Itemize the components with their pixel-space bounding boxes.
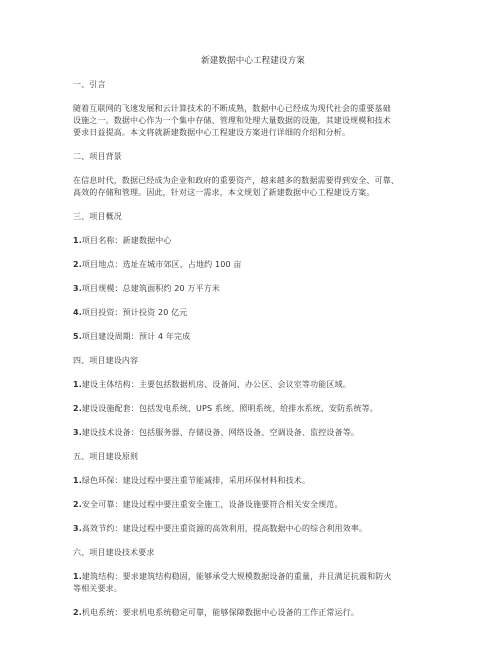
section-heading-content: 四、项目建设内容	[73, 356, 139, 365]
list-item	[73, 427, 433, 439]
list-item-number: 1.	[73, 476, 82, 485]
list-item-text: 高效节约：建设过程中要注重资源的高效利用，提高数据中心的综合利用效率。	[81, 524, 368, 533]
list-item	[73, 475, 433, 487]
list-item-number: 4.	[73, 308, 82, 317]
section-heading-overview: 三、项目概况	[73, 212, 122, 221]
list-item	[73, 307, 433, 319]
list-item-text: 项目名称：新建数据中心	[81, 236, 172, 245]
list-item	[73, 331, 433, 343]
section-heading-background: 二、项目背景	[73, 152, 122, 161]
document-title: 新建数据中心工程建设方案	[201, 56, 305, 66]
list-item-number: 2.	[73, 500, 82, 509]
list-item-number: 2.	[73, 404, 82, 413]
list-item-text: 绿色环保：建设过程中要注重节能减排，采用环保材料和技术。	[81, 476, 311, 485]
section-paragraph: 在信息时代，数据已经成为企业和政府的重要资产，越来越多的数据需要得到安全、可靠、 高效的存储和管理。因此，针对这一需求，本文规划了新建数据中心工程建设方案。	[73, 176, 399, 197]
list-item	[73, 283, 433, 295]
list-item	[73, 523, 433, 535]
list-item	[73, 235, 433, 247]
list-item	[73, 259, 433, 271]
list-item-number: 1.	[73, 572, 82, 581]
list-item-number: 3.	[73, 428, 82, 437]
list-item-text: 项目地点：选址在城市郊区，占地约 100 亩	[81, 260, 242, 269]
section-heading-tech-requirements: 六、项目建设技术要求	[73, 548, 155, 557]
list-item-text: 项目投资：预计投资 20 亿元	[81, 308, 188, 317]
list-item-text: 项目建设周期：预计 4 年完成	[81, 332, 191, 341]
list-item-text: 建设技术设备：包括服务器、存储设备、网络设备、空调设备、监控设备等。	[81, 428, 360, 437]
list-item-number: 2.	[73, 260, 82, 269]
list-item	[73, 571, 433, 595]
list-item	[73, 499, 433, 511]
list-item-text: 安全可靠：建设过程中要注重安全施工，设备设施要符合相关安全规范。	[81, 500, 343, 509]
list-item-number: 1.	[73, 236, 82, 245]
list-item-text: 建设设施配套：包括发电系统、UPS 系统、照明系统、给排水系统、安防系统等。	[81, 404, 378, 413]
list-item-text: 机电系统：要求机电系统稳定可靠，能够保障数据中心设备的工作正常运行。	[81, 608, 360, 617]
list-item	[73, 607, 433, 619]
list-item-number: 3.	[73, 284, 82, 293]
list-item-text: 项目规模：总建筑面积约 20 万平方米	[81, 284, 221, 293]
list-item-number: 3.	[73, 524, 82, 533]
list-item	[73, 379, 433, 391]
list-item-text: 建筑结构：要求建筑结构稳固，能够承受大规模数据设备的重量，并且满足抗震和防火 等相关要求。	[73, 572, 392, 593]
list-item-number: 5.	[73, 332, 82, 341]
list-item	[73, 403, 433, 415]
list-item-text: 建设主体结构：主要包括数据机房、设备间、办公区、会议室等功能区域。	[81, 380, 351, 389]
document-body	[73, 55, 433, 631]
list-item-number: 2.	[73, 608, 82, 617]
section-heading-principles: 五、项目建设原则	[73, 452, 139, 461]
list-item-number: 1.	[73, 380, 82, 389]
section-heading-intro: 一、引言	[73, 80, 106, 89]
section-paragraph: 随着互联网的飞速发展和云计算技术的不断成熟，数据中心已经成为现代社会的重要基础 设施之一。数据中心作为一个集中存储、管理和处理大量数据的设施，其建设规模和技术 要求日益提高。本文将就新建数据中心工程建设方案进行详细的介绍和分析。	[73, 104, 391, 137]
